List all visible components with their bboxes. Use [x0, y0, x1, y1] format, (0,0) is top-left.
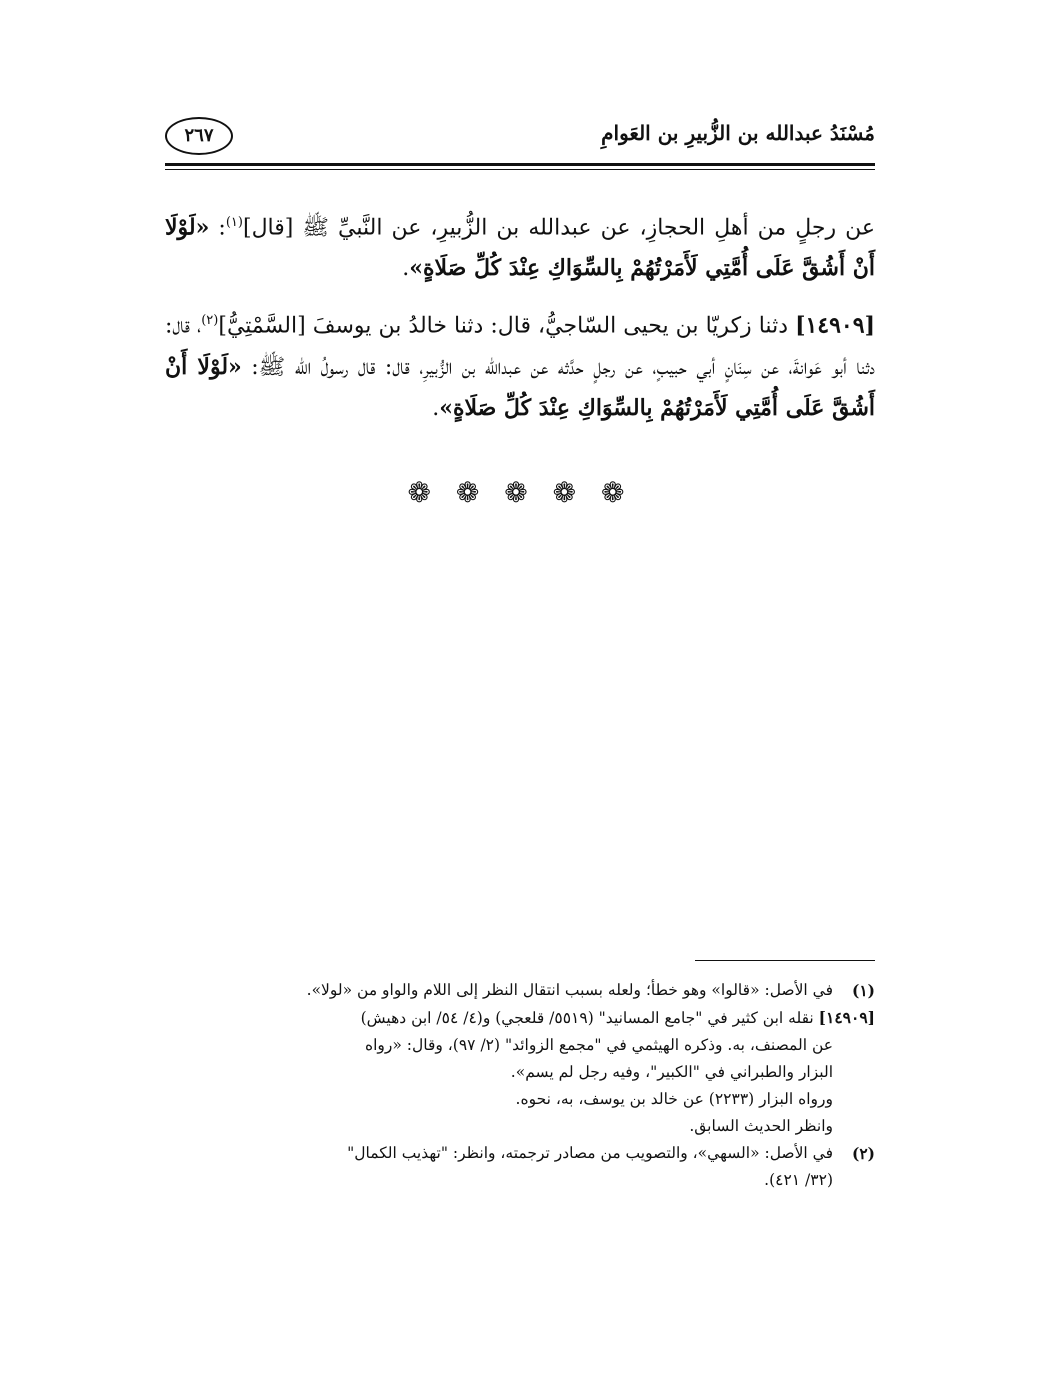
- period: .: [402, 256, 410, 282]
- page-number: ٢٦٧: [165, 117, 233, 155]
- hadith-text-2: «لَوْلَا أَنْ أَشُقَّ عَلَى أُمَّتِي لَأَمَرْتُهُمْ بِالسِّوَاكِ عِنْدَ كُلِّ صَلَاةٍ»: [165, 353, 875, 421]
- period: .: [432, 395, 440, 421]
- footnote-line: البزار والطبراني في "الكبير"، وفيه رجل لم يسم».: [510, 1063, 833, 1081]
- separator: :: [209, 215, 226, 241]
- section-divider-ornaments: ❁ ❁ ❁ ❁ ❁: [407, 475, 633, 509]
- footnotes: [165, 977, 875, 1194]
- footnote-number: (٢): [851, 1144, 875, 1163]
- header-rule: [165, 163, 875, 166]
- paragraph-2-isnad-b: ، قال: دثنا أبو عَوانةَ، عن سِنَانٍ أبي حبيبٍ، عن رجلٍ حدَّثه عن عبدالله بن الزُّبيرِ، قال: قال رسولُ الله ﷺ:: [165, 313, 876, 380]
- footnote-number: (١): [851, 981, 875, 1000]
- footnote-line: (٣٢/ ٤٢١).: [764, 1171, 833, 1189]
- footnote-line: عن المصنف، به. وذكره الهيثمي في "مجمع الزوائد" (٢/ ٩٧)، وقال: «رواه: [364, 1036, 833, 1054]
- footnote-1: [165, 977, 875, 1004]
- footnote-reference: [165, 1004, 875, 1140]
- footnote-marker-1: (١): [225, 215, 243, 230]
- footnote-line: في الأصل: «السهي»، والتصويب من مصادر ترجمته، وانظر: "تهذيب الكمال": [347, 1144, 833, 1162]
- running-title: مُسْنَدُ عبدالله بن الزُّبيرِ بن العَوامِ: [601, 121, 875, 145]
- footnote-2: [165, 1140, 875, 1194]
- footnote-separator: [695, 960, 875, 961]
- paragraph-2-isnad-a: دثنا زكريّا بن يحيى السّاجيُّ، قال: دثنا خالدُ بن يوسفَ [السَّمْتِيُّ]: [218, 313, 796, 339]
- paragraph-2: [165, 301, 875, 428]
- page-header: [165, 105, 875, 167]
- footnote-ref-number: [١٤٩٠٩]: [818, 1008, 875, 1027]
- header-rule-thin: [165, 169, 875, 170]
- footnote-line: ورواه البزار (٢٢٣٣) عن خالد بن يوسف، به، نحوه.: [515, 1090, 833, 1108]
- page: [165, 105, 876, 1189]
- paragraph-1: [165, 203, 875, 289]
- hadith-text-1: «لَوْلَا أَنْ أَشُقَّ عَلَى أُمَّتِي لَأَمَرْتُهُمْ بِالسِّوَاكِ عِنْدَ كُلِّ صَلَاةٍ»: [165, 214, 875, 282]
- main-text: [165, 203, 875, 513]
- footnote-line: وانظر الحديث السابق.: [689, 1117, 833, 1135]
- footnote-text: في الأصل: «قالوا» وهو خطأ؛ ولعله بسبب انتقال النظر إلى اللام والواو من «لولا».: [306, 981, 833, 999]
- paragraph-1-intro: عن رجلٍ من أهلِ الحجازِ، عن عبدالله بن الزُّبيرِ، عن النَّبيِّ ﷺ [قال]: [242, 215, 876, 241]
- footnote-marker-2: (٢): [201, 313, 219, 329]
- footnote-line: [١٤٩٠٩] نقله ابن كثير في "جامع المسانيد" (٥٥١٩/ قلعجي) و(٤/ ٥٤/ ابن دهيش): [360, 1008, 875, 1027]
- hadith-number: [١٤٩٠٩]: [795, 312, 875, 339]
